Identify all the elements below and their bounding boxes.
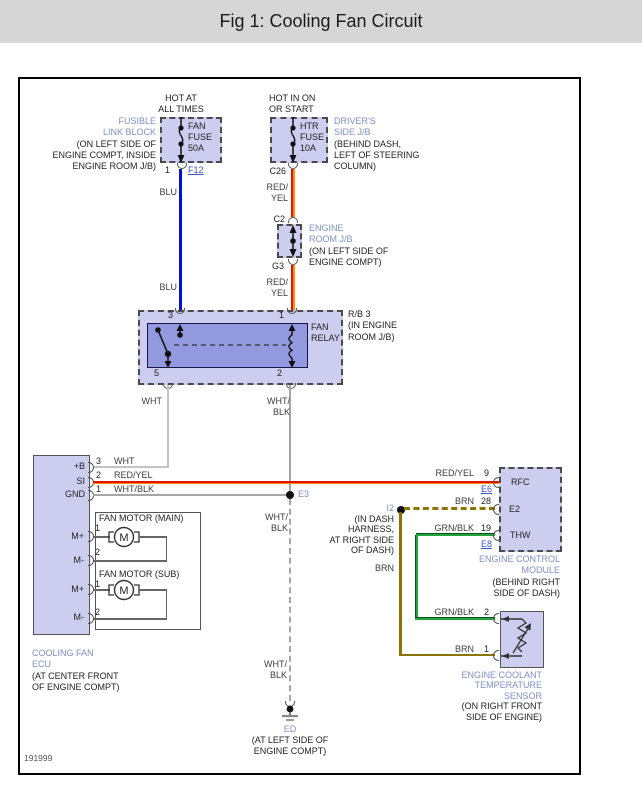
power-source-label-right: HOT IN ON OR START <box>269 93 316 115</box>
wire-grn-blk-vertical <box>415 535 418 620</box>
fan-motor-sub-title: FAN MOTOR (SUB) <box>99 569 180 579</box>
fan-fuse-label: FAN FUSE 50A <box>188 121 213 153</box>
ecu-pin-2-sub-num: 2 <box>95 607 101 617</box>
figure-code: 191999 <box>24 753 53 763</box>
relay-internals-icon <box>147 323 308 368</box>
wire-label-wht-blk-3: WHT/ BLK <box>264 659 287 680</box>
ecm-label: ENGINE CONTROL MODULE (BEHIND RIGHT SIDE OF DASH) <box>478 554 560 598</box>
wire-label-grn-blk-ecm: GRN/BLK <box>434 523 474 533</box>
htr-fuse-label: HTR FUSE 10A <box>300 121 325 153</box>
ecu-pin-m-plus-main: M+ <box>71 531 84 541</box>
wire-wht-blk-dashed <box>289 499 291 701</box>
splice-i2-label: I2 <box>386 503 394 513</box>
motor-main-loop <box>166 537 168 562</box>
relay-pin-1: 1 <box>278 310 284 320</box>
power-source-label-left: HOT AT ALL TIMES <box>158 93 204 115</box>
ecu-pin-m-plus-sub: M+ <box>71 584 84 594</box>
sensor-pin-1-num: 1 <box>484 644 490 654</box>
ground-icon <box>280 705 300 722</box>
ecu-pin-1-main-num: 1 <box>95 523 101 533</box>
ecu-pin-2-num: 2 <box>96 470 102 480</box>
sensor-pin-2-num: 2 <box>484 607 490 617</box>
splice-e3-label: E3 <box>298 489 310 499</box>
motor-main-return <box>93 560 167 562</box>
wire-label-brn-ecm: BRN <box>454 496 474 506</box>
wire-wht-vertical <box>167 385 169 468</box>
ecu-pin-si: SI <box>76 476 85 486</box>
fusible-link-block-label: FUSIBLE LINK BLOCK (ON LEFT SIDE OF ENGINE COMPT, INSIDE ENGINE ROOM J/B) <box>52 116 156 172</box>
svg-text:M: M <box>119 532 129 544</box>
engine-room-jb-label: ENGINE ROOM J/B (ON LEFT SIDE OF ENGINE COMPT) <box>309 223 389 267</box>
ecu-pin-gnd: GND <box>65 489 85 499</box>
junction-pass-through-icon <box>277 224 302 258</box>
wire-red-yel-si <box>93 481 500 484</box>
wire-red-yel-upper <box>291 169 295 217</box>
connector-c26: C26 <box>269 166 286 176</box>
connector-link-e8[interactable]: E8 <box>481 539 493 549</box>
relay-block-label: R/B 3 (IN ENGINE ROOM J/B) <box>348 309 398 342</box>
motor-sub-return <box>93 618 167 620</box>
wire-brn-vertical <box>399 512 402 656</box>
wire-brn-dashed <box>404 507 495 510</box>
wire-label-wht-ecu: WHT <box>114 456 135 466</box>
wire-label-red-yel-1: RED/ YEL <box>266 182 288 203</box>
ecm-pin-9-num: 9 <box>484 468 490 478</box>
pin-connector <box>493 530 499 541</box>
motor-sub-loop <box>166 590 168 620</box>
pin-connector <box>493 613 499 624</box>
fan-relay-label: FAN RELAY <box>311 322 340 344</box>
ecm-pin-thw: THW <box>510 530 531 540</box>
fan-motor-main-icon <box>106 524 142 550</box>
wire-label-brn-mid: BRN <box>374 563 394 573</box>
wire-label-wht-blk-ecu: WHT/BLK <box>114 484 155 494</box>
pin-connector <box>493 504 499 515</box>
figure-title-bar <box>0 0 642 43</box>
connector-link-f12[interactable]: F12 <box>188 165 204 175</box>
wire-red-yel-lower <box>291 265 295 310</box>
splice-i2-location: (IN DASH HARNESS, AT RIGHT SIDE OF DASH) <box>329 514 394 556</box>
connector-link-e6[interactable]: E6 <box>481 484 493 494</box>
ecu-pin-m-minus-main: M- <box>73 555 84 565</box>
fan-motor-sub-icon <box>106 577 142 603</box>
wire-label-blu-1: BLU <box>159 187 177 197</box>
ecm-pin-19-num: 19 <box>481 523 492 533</box>
wire-label-grn-blk-sensor: GRN/BLK <box>434 607 474 617</box>
ecu-pin-1-num: 1 <box>96 484 102 494</box>
wire-label-red-yel-ecu: RED/YEL <box>114 470 153 480</box>
wire-blu <box>179 169 182 310</box>
splice-dot-e3 <box>286 491 294 499</box>
ecm-pin-e2: E2 <box>509 504 521 514</box>
motor-sub-wire-out <box>139 589 167 591</box>
wire-label-brn-sensor: BRN <box>454 644 474 654</box>
ecm-pin-28-num: 28 <box>481 496 492 506</box>
wire-label-wht-blk-2: WHT/ BLK <box>265 512 288 533</box>
ecu-pin-b-plus: +B <box>73 461 85 471</box>
ecu-pin-m-minus-sub: M- <box>73 612 84 622</box>
drivers-side-jb-label: DRIVER'S SIDE J/B (BEHIND DASH, LEFT OF STEERING COLUMN) <box>334 116 420 172</box>
wire-label-red-yel-2: RED/ YEL <box>266 277 288 298</box>
figure-title: Fig 1: Cooling Fan Circuit <box>219 11 423 31</box>
connector-g3: G3 <box>271 261 284 271</box>
cooling-fan-ecu-label: COOLING FAN ECU (AT CENTER FRONT OF ENGINE COMPT) <box>32 648 120 692</box>
relay-pin-3: 3 <box>167 310 173 320</box>
ground-location: (AT LEFT SIDE OF ENGINE COMPT) <box>251 735 329 757</box>
wire-label-wht-blk-1: WHT/ BLK <box>267 396 290 417</box>
wire-label-red-yel-ecm: RED/YEL <box>435 468 474 478</box>
fan-fuse-icon <box>175 117 187 164</box>
ecu-pin-3-num: 3 <box>96 456 102 466</box>
fuse-pin-number: 1 <box>164 165 170 175</box>
relay-pin-5: 5 <box>153 368 159 378</box>
fan-motor-main-title: FAN MOTOR (MAIN) <box>99 513 184 523</box>
thermistor-icon <box>500 611 544 668</box>
pin-connector <box>493 477 499 488</box>
ect-sensor-label: ENGINE COOLANT TEMPERATURE SENSOR (ON RIGHT FRONT SIDE OF ENGINE) <box>461 670 542 722</box>
svg-text:M: M <box>119 585 129 597</box>
wire-wht-blk-gnd <box>93 494 291 496</box>
wire-label-wht: WHT <box>141 396 162 406</box>
motor-main-wire-out <box>139 536 167 538</box>
ecu-pin-1-sub-num: 1 <box>95 579 101 589</box>
ecu-pin-2-main-num: 2 <box>95 547 101 557</box>
ecm-pin-rfc: RFC <box>511 477 530 487</box>
htr-fuse-icon <box>287 117 299 164</box>
relay-pin-2: 2 <box>276 368 282 378</box>
ground-ed-label: ED <box>283 724 297 734</box>
pin-connector <box>288 217 298 223</box>
connector-c2: C2 <box>273 214 285 224</box>
wire-label-blu-2: BLU <box>159 282 177 292</box>
pin-connector <box>493 650 499 661</box>
